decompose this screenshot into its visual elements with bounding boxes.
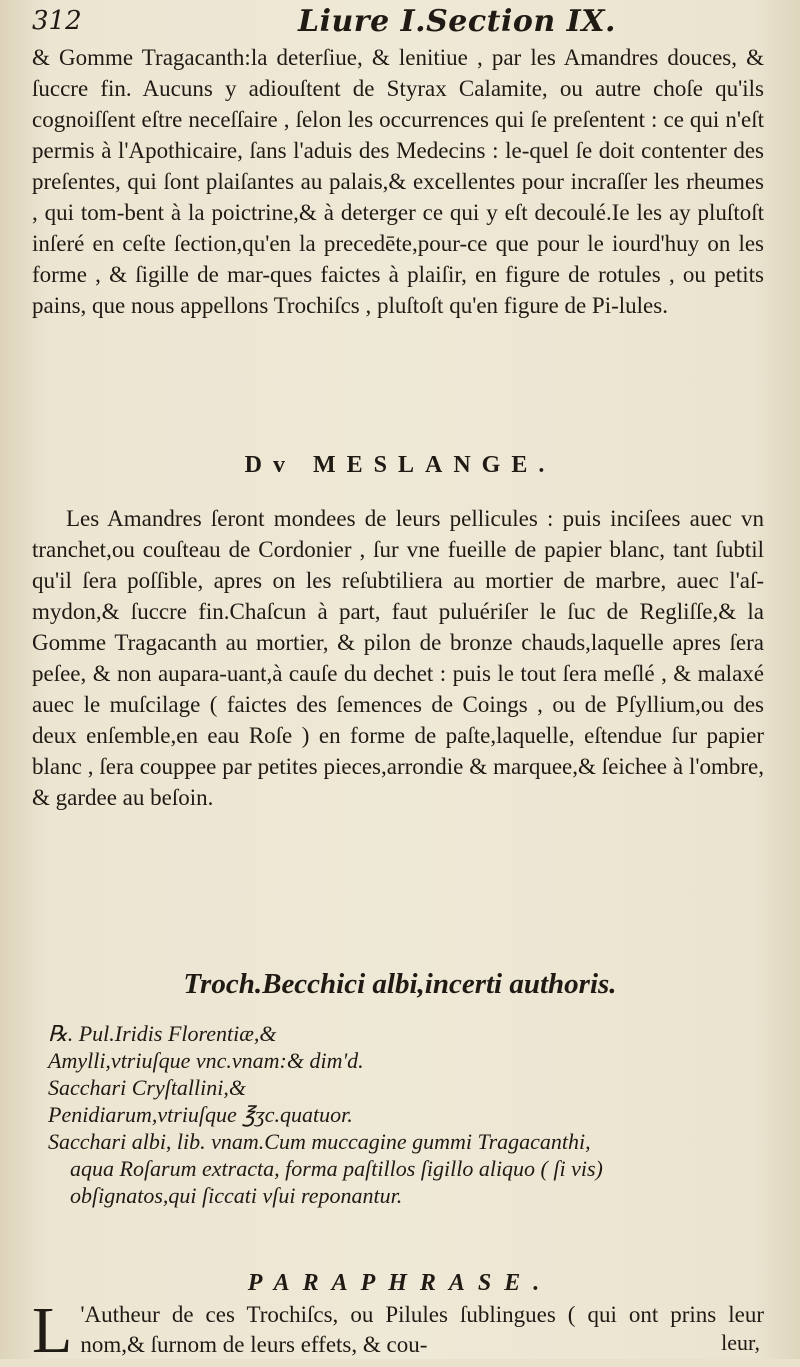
page-number: 312 — [32, 6, 82, 36]
drop-cap: L — [32, 1294, 73, 1367]
recipe-block — [48, 1020, 772, 1209]
paragraph-method: Les Amandres ſeront mondees de leurs pellicules : puis inciſees auec vn tranchet,ou couſteau de Cordonier , ſur vne fueille de papier blanc, tant ſubtil qu'il ſera poſſible, apres on les reſubtiliera au mortier de marbre, auec l'aſ-mydon,& ſuccre fin.Chaſcun à part, faut puluériſer le ſuc de Regliſſe,& la Gomme Tragacanth au mortier, & pilon de bronze chauds,laquelle apres ſera peſee, & non aupara-uant,à cauſe du dechet : puis le tout ſera meſlé , & malaxé auec le muſcilage ( faictes des ſemences de Coings , ou de Pſyllium,ou des deux enſemble,en eau Roſe ) en forme de paſte,laquelle, eſtendue ſur papier blanc , ſera couppee par petites pieces,arrondie & marquee,& ſeichee à l'ombre, & gardee au beſoin. — [32, 506, 764, 810]
recipe-line: ℞. Pul.Iridis Florentiæ,& — [48, 1021, 277, 1046]
paragraph-intro: & Gomme Tragacanth:la deterſiue, & lenitiue , par les Amandres douces, & ſuccre fin. Aucuns y adiouſtent de Styrax Calamite, ou autre choſe qu'ils cognoiſſent eſtre neceſſaire , ſelon les occurrences qui ſe preſentent : ce qui n'eſt permis à l'Apothicaire, ſans l'aduis des Medecins : le-quel ſe doit contenter des preſentes, qui ſont plaiſantes au palais,& excellentes pour incraſſer les rheumes , qui tom-bent à la poictrine,& à deterger ce qui y eſt decoulé.Ie les ay pluſtoſt inſeré en ceſte ſection,qu'en la precedēte,pour-ce que pour le iourd'huy on les forme , & ſigille de mar-ques faictes à plaiſir, en figure de rotules , ou petits pains, que nous appellons Trochiſcs , pluſtoſt qu'en figure de Pi-lules. — [32, 45, 764, 318]
recipe-line: Sacchari albi, lib. vnam.Cum muccagine gummi Tragacanthi, — [48, 1129, 591, 1154]
recipe-line: Sacchari Cryſtallini,& — [48, 1075, 246, 1100]
recipe-line: obſignatos,qui ſiccati vſui reponantur. — [70, 1183, 403, 1208]
catchword: leur, — [721, 1330, 760, 1355]
recipe-line: aqua Roſarum extracta, forma paſtillos ſigillo aliquo ( ſi vis) — [70, 1156, 603, 1181]
page-header — [28, 4, 778, 44]
recipe-title: Troch.Becchici albi,incerti authoris. — [183, 968, 617, 1000]
section-heading-paraphrase: PARAPHRASE. — [247, 1270, 553, 1296]
recipe-line: Penidiarum,vtriuſque ℥ʒc.quatuor. — [48, 1102, 353, 1127]
section-heading-meslange: Dv MESLANGE. — [244, 452, 556, 478]
paraphrase-text: 'Autheur de ces Trochiſcs, ou Pilules ſublingues ( qui ont prins leur nom,& ſurnom de leurs effets, & cou- — [80, 1302, 764, 1357]
running-title: Liure I.Section IX. — [298, 4, 616, 39]
recipe-line: Amylli,vtriuſque vnc.vnam:& dim'd. — [48, 1048, 364, 1073]
paragraph-paraphrase — [32, 1294, 764, 1367]
